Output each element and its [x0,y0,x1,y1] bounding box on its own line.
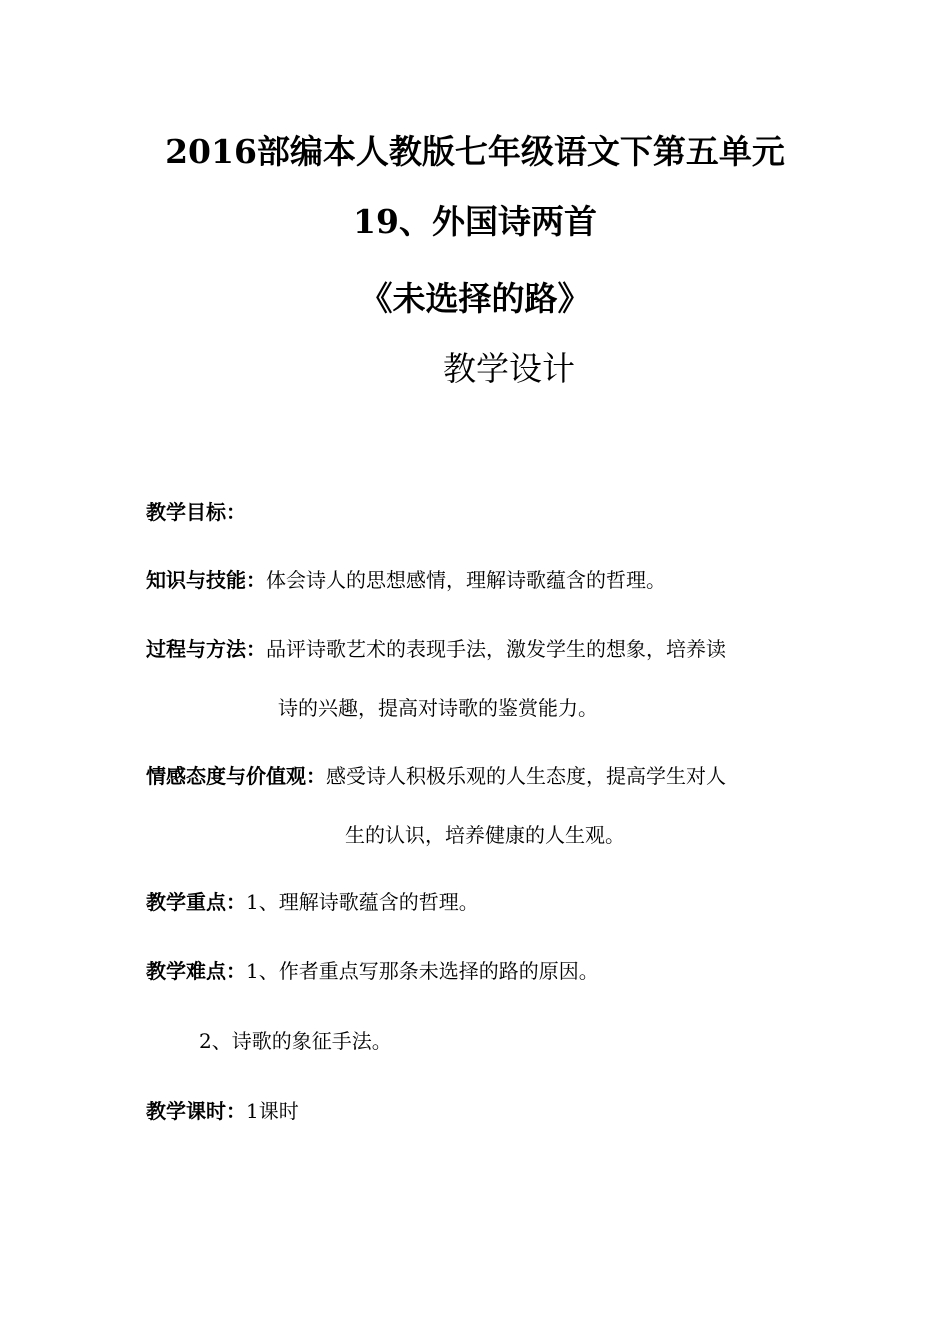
knowledge-line [146,565,796,595]
process-text-1: 品评诗歌艺术的表现手法，激发学生的想象，培养读 [266,637,726,661]
key-points-text: 1、理解诗歌蕴含的哲理。 [246,890,479,914]
periods-label: 教学课时： [146,1099,246,1123]
document-title-lesson: 19、外国诗两首 [353,202,597,241]
difficulties-text-1: 1、作者重点写那条未选择的路的原因。 [246,959,599,983]
periods-text: 1课时 [246,1099,299,1123]
periods-line [146,1096,796,1126]
document-title-unit: 2016部编本人教版七年级语文下第五单元 [165,132,785,171]
emotion-line [146,761,796,791]
difficulties-line [146,956,796,986]
emotion-text-2: 生的认识，培养健康的人生观。 [345,823,625,847]
document-title-poem: 《未选择的路》 [359,279,591,318]
key-points-label: 教学重点： [146,890,246,914]
emotion-label: 情感态度与价值观： [146,764,326,788]
objectives-heading: 教学目标： [146,500,246,524]
emotion-text-1: 感受诗人积极乐观的人生态度，提高学生对人 [326,764,726,788]
knowledge-label: 知识与技能： [146,568,266,592]
key-points-line [146,887,796,917]
process-line [146,634,796,664]
process-label: 过程与方法： [146,637,266,661]
difficulties-label: 教学难点： [146,959,246,983]
knowledge-text: 体会诗人的思想感情，理解诗歌蕴含的哲理。 [266,568,666,592]
difficulties-text-2: 2、诗歌的象征手法。 [199,1029,392,1053]
document-subtitle: 教学设计 [443,349,575,388]
process-text-2: 诗的兴趣，提高对诗歌的鉴赏能力。 [278,696,598,720]
